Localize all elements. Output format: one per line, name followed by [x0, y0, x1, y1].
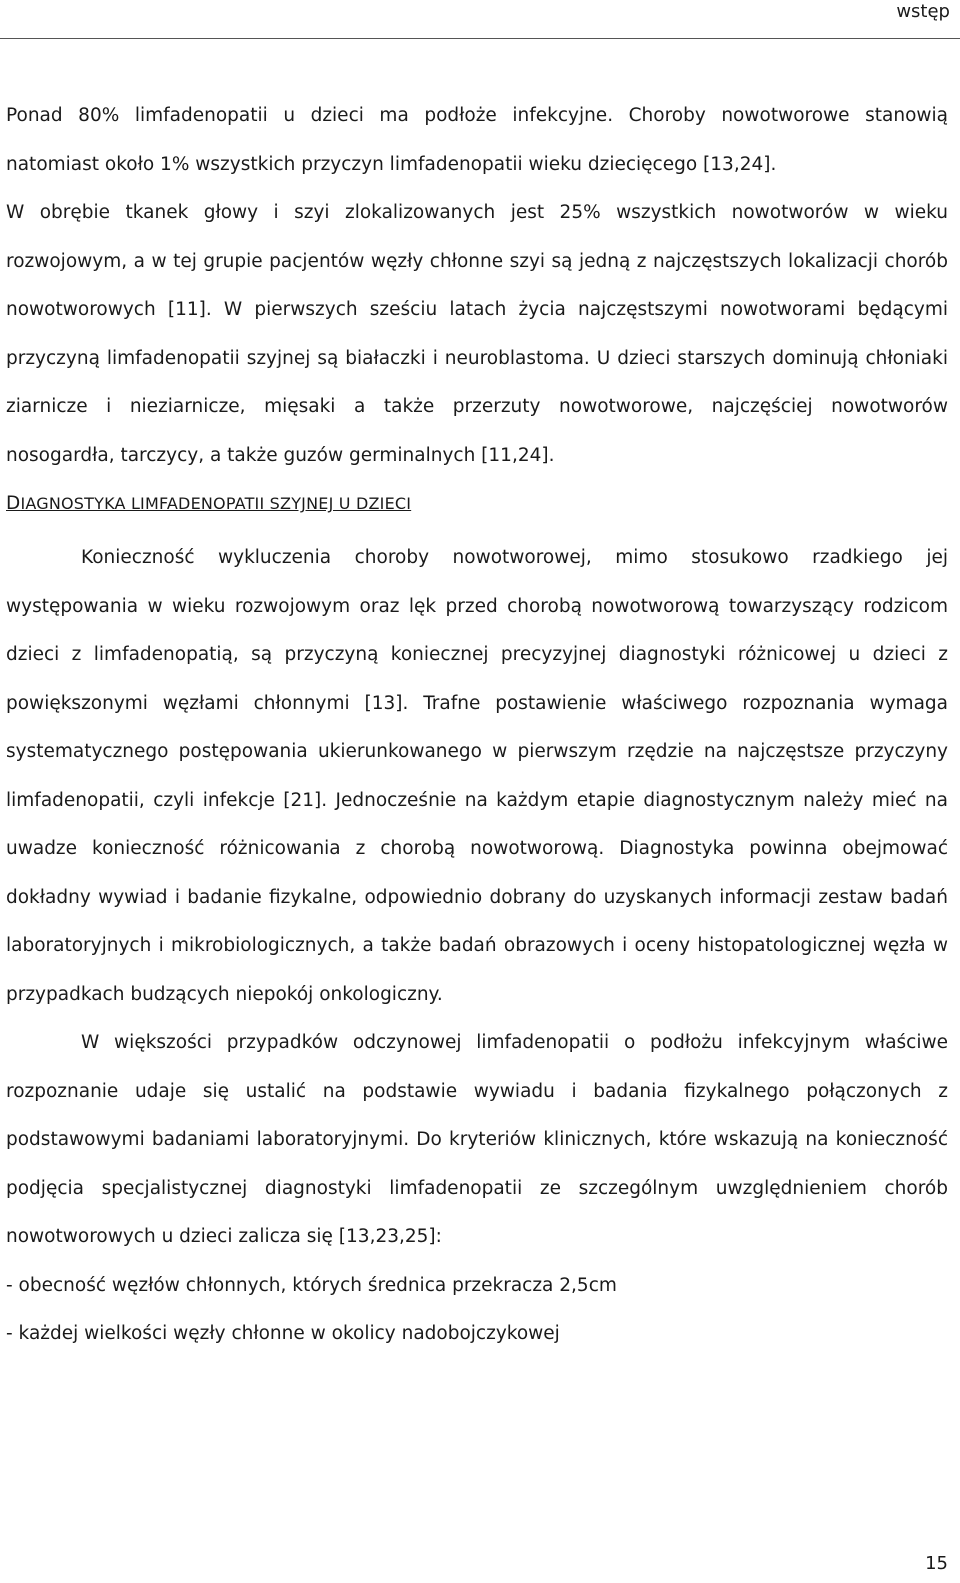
criteria-list-item: - obecność węzłów chłonnych, których średnica przekracza 2,5cm [6, 1274, 617, 1296]
header-divider [0, 38, 960, 39]
section-heading [6, 480, 948, 528]
section-heading-initial: D [6, 493, 21, 514]
page-number: 15 [925, 1553, 948, 1574]
section-paragraph-1: Konieczność wykluczenia choroby nowotworowej, mimo stosukowo rzadkiego jej występowania w wieku rozwojowym oraz lęk przed chorobą nowotworową towarzyszący rodzicom dzieci z limfadenopatią, są przyczyną koniecznej precyzyjnej diagnostyki różnicowej u dzieci z powiększonymi węzłami chłonnymi [13]. Trafne postawienie właściwego rozpoznania wymaga systematycznego postępowania ukierunkowanego w pierwszym rzędzie na najczęstsze przyczyny limfadenopatii, czyli infekcje [21]. Jednocześnie na każdym etapie diagnostycznym należy mieć na uwadze konieczność różnicowania z chorobą nowotworową. Diagnostyka powinna obejmować dokładny wywiad i badanie fizykalne, odpowiednio dobrany do uzyskanych informacji zestaw badań laboratoryjnych i mikrobiologicznych, a także badań obrazowych i oceny histopatologicznej węzła w przypadkach budzących niepokój onkologiczny. [6, 547, 948, 1005]
section-heading-text: IAGNOSTYKA LIMFADENOPATII SZYJNEJ U DZIECI [20, 494, 412, 513]
page-body [6, 92, 948, 1359]
section-paragraph-2: W większości przypadków odczynowej limfadenopatii o podłożu infekcyjnym właściwe rozpoznanie udaje się ustalić na podstawie wywiadu i badania fizykalnego połączonych z podstawowymi badaniami laboratoryjnymi. Do kryteriów klinicznych, które wskazują na konieczność podjęcia specjalistycznej diagnostyki limfadenopatii ze szczególnym uwzględnieniem chorób nowotworowych u dzieci zalicza się [13,23,25]: [6, 1032, 948, 1247]
running-header-label: wstęp [896, 1, 950, 22]
intro-paragraph-1: Ponad 80% limfadenopatii u dzieci ma podłoże infekcyjne. Choroby nowotworowe stanowią natomiast około 1% wszystkich przyczyn limfadenopatii wieku dziecięcego [13,24]. [6, 105, 948, 175]
intro-paragraph-2: W obrębie tkanek głowy i szyi zlokalizowanych jest 25% wszystkich nowotworów w wieku rozwojowym, a w tej grupie pacjentów węzły chłonne szyi są jedną z najczęstszych lokalizacji chorób nowotworowych [11]. W pierwszych sześciu latach życia najczęstszymi nowotworami będącymi przyczyną limfadenopatii szyjnej są białaczki i neuroblastoma. U dzieci starszych dominują chłoniaki ziarnicze i nieziarnicze, mięsaki a także przerzuty nowotworowe, najczęściej nowotworów nosogardła, tarczycy, a także guzów germinalnych [11,24]. [6, 202, 948, 466]
criteria-list-item: - każdej wielkości węzły chłonne w okolicy nadobojczykowej [6, 1323, 560, 1344]
page-header [0, 0, 960, 40]
